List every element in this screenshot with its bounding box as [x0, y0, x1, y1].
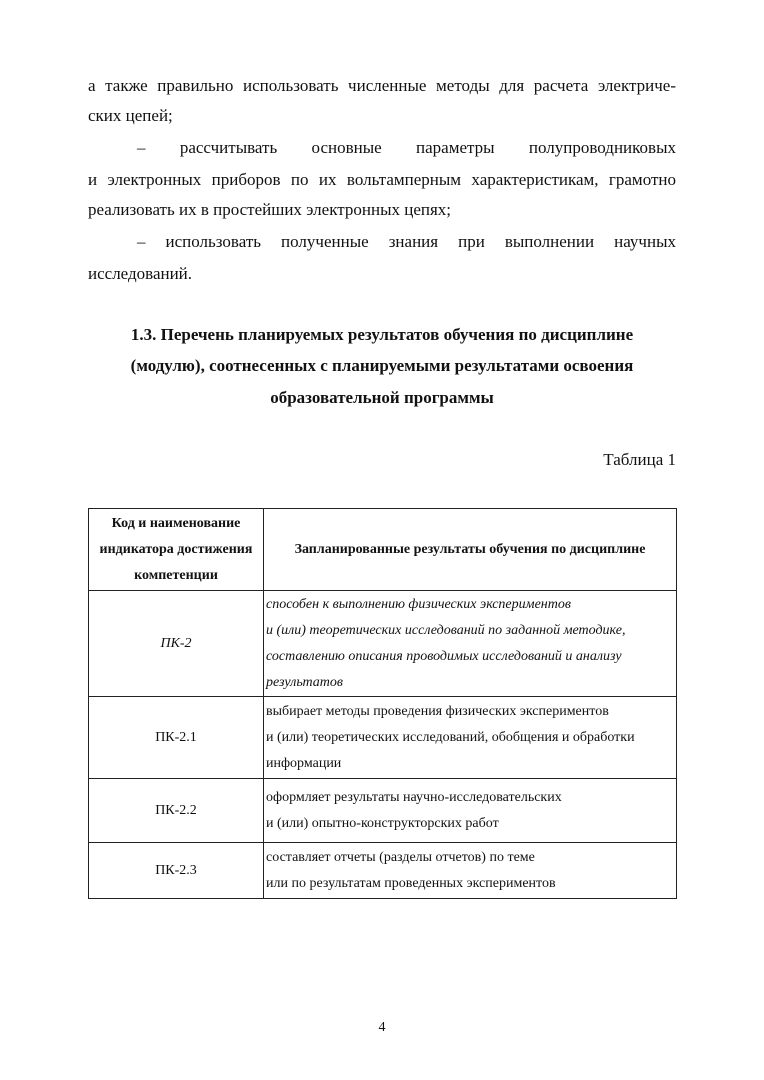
table-row [89, 591, 677, 697]
row-code: ПК-2 [89, 591, 264, 697]
section-title-line-3: образовательной программы [270, 388, 494, 407]
section-title-line-2: (модулю), соотнесенных с планируемыми результатами освоения [130, 356, 634, 375]
page-number: 4 [378, 1020, 386, 1035]
results-table [88, 508, 677, 899]
paragraph-2-line-3: реализовать их в простейших электронных цепях; [88, 200, 452, 219]
result-line: выбирает методы проведения физических экспериментов [266, 703, 609, 719]
result-line: результатов [266, 674, 343, 690]
paragraph-3-line-1: – использовать полученные знания при выполнении научных [137, 232, 676, 251]
result-line: и (или) теоретических исследований, обобщения и обработки [266, 729, 635, 745]
result-line: информации [266, 755, 342, 771]
header-code-line-2: индикатора достижения [99, 541, 253, 557]
row-results [264, 591, 677, 697]
paragraph-1-line-1: а также правильно использовать численные методы для расчета электриче- [88, 76, 676, 95]
row-results [264, 697, 677, 779]
header-results: Запланированные результаты обучения по дисциплине [264, 509, 677, 591]
table-row [89, 697, 677, 779]
result-line: составляет отчеты (разделы отчетов) по теме [266, 849, 535, 865]
result-line: способен к выполнению физических экспериментов [266, 596, 571, 612]
result-line: и (или) теоретических исследований по заданной методике, [266, 622, 626, 638]
row-results [264, 843, 677, 899]
table-caption: Таблица 1 [603, 450, 676, 469]
row-code: ПК-2.1 [89, 697, 264, 779]
header-code-line-3: компетенции [134, 567, 218, 583]
result-line: и (или) опытно-конструкторских работ [266, 815, 499, 831]
result-line: оформляет результаты научно-исследовательских [266, 789, 562, 805]
paragraph-2-line-2: и электронных приборов по их вольтамперным характеристикам, грамотно [88, 170, 676, 189]
table-row [89, 779, 677, 843]
paragraph-2-line-1: – рассчитывать основные параметры полупроводниковых [137, 138, 676, 157]
row-results [264, 779, 677, 843]
header-code-line-1: Код и наименование [111, 515, 241, 531]
header-code [89, 509, 264, 591]
row-code: ПК-2.2 [89, 779, 264, 843]
section-title-line-1: 1.3. Перечень планируемых результатов обучения по дисциплине [130, 325, 634, 344]
paragraph-1-line-2: ских цепей; [88, 106, 173, 125]
row-code: ПК-2.3 [89, 843, 264, 899]
table-header-row [89, 509, 677, 591]
paragraph-3-line-2: исследований. [88, 264, 193, 283]
table-row [89, 843, 677, 899]
result-line: составлению описания проводимых исследований и анализу [266, 648, 622, 664]
result-line: или по результатам проведенных экспериментов [266, 875, 556, 891]
